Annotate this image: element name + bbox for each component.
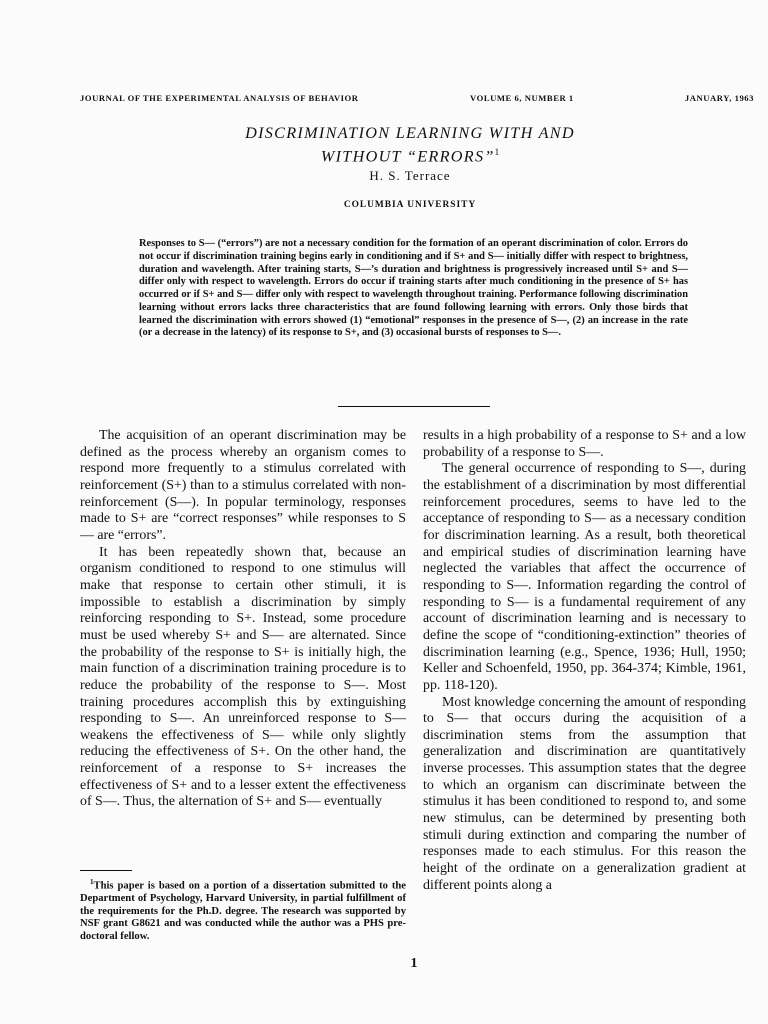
author-affiliation: COLUMBIA UNIVERSITY: [343, 200, 477, 210]
footnote: [80, 876, 406, 944]
body-paragraph: Most knowledge concerning the amount of responding to S— that occurs during the acquisition of a discrimination stems from the assumption that generalization and discrimination are quantitatively inverse processes. This assumption states that the degree to which an organism can discriminate between the stimulus it has been conditioned to respond to, and some new stimulus, can be determined by presenting both stimuli during extinction and comparing the number of responses made to each stimulus. For this reason the height of the ordinate on a generalization gradient at different points along a: [423, 694, 746, 893]
section-divider: [338, 406, 490, 407]
title-line-1: DISCRIMINATION LEARNING WITH AND: [245, 124, 575, 142]
body-paragraph: The acquisition of an operant discrimination may be defined as the process whereby an organism comes to respond more frequently to a stimulus correlated with reinforcement (S+) than to a stimulus correlated with nonreinforcement (S—). In popular terminology, responses made to S+ are “correct responses” while responses to S— are “errors”.: [80, 428, 406, 543]
body-paragraph: It has been repeatedly shown that, because an organism conditioned to respond to one stimulus will make that response to certain other stimuli, it is impossible to establish a discrimination by simply reinforcing responding to S+. Instead, some procedure must be used whereby S+ and S— are alternated. Since the probability of the response to S+ is initially high, the main function of a discrimination training procedure is to reduce the probability of the response to S—. Most training procedures accomplish this by extinguishing responding to S—. An unreinforced response to S— weakens the effectiveness of S— while only slightly reducing the effectiveness of S+. On the other hand, the reinforcement of a response to S+ increases the effectiveness of S+ and to a lesser extent the effectiveness of S—. Thus, the alternation of S+ and S— eventually: [80, 544, 406, 810]
author-name: H. S. Terrace: [369, 168, 451, 183]
title-line-2: WITHOUT “ERRORS”: [320, 147, 495, 166]
article-title: [150, 124, 670, 166]
body-column-right: [423, 428, 746, 894]
body-paragraph: The general occurrence of responding to S—, during the establishment of a discrimination by most differential reinforcement procedures, seems to have led to the acceptance of responding to S— as a necessary condition for discrimination learning. As a result, both theoretical and empirical studies of discrimination learning have neglected the variables that affect the occurrence of responding to S—. Information regarding the control of responding to S— is a fundamental requirement of any account of discrimination learning and is necessary to define the scope of “conditioning-extinction” theories of discrimination learning (e.g., Spence, 1936; Hull, 1950; Keller and Schoenfeld, 1950, pp. 364-374; Kimble, 1961, pp. 118-120).: [423, 461, 746, 693]
footnote-rule: [80, 870, 132, 871]
body-paragraph: results in a high probability of a response to S+ and a low probability of a response to S—.: [423, 428, 746, 460]
volume-number: VOLUME 6, NUMBER 1: [470, 93, 574, 103]
running-head: [80, 93, 754, 107]
title-footnote-mark: 1: [494, 147, 500, 157]
page-number: 1: [410, 956, 418, 971]
issue-date: JANUARY, 1963: [684, 93, 754, 103]
body-column-left: [80, 428, 406, 811]
footnote-text: This paper is based on a portion of a dissertation submitted to the Department of Psychology, Harvard University, in partial fulfillment of the requirements for the Ph.D. degree. The research was supported by NSF grant G8621 and was conducted while the author was a PHS pre-doctoral fellow.: [80, 880, 406, 942]
abstract-text: Responses to S— (“errors”) are not a necessary condition for the formation of an operant discrimination of color. Errors do not occur if discrimination training begins early in conditioning and if S+ and S— initially differ with respect to brightness, duration and wavelength. After training starts, S—’s duration and brightness is progressively increased until S+ and S— differ only with respect to wavelength. Errors do occur if training starts after much conditioning in the presence of S+ has occurred or if S+ and S— differ only with respect to wavelength throughout training. Performance following discrimination learning without errors lacks three characteristics that are found following learning with errors. Only those birds that learned the discrimination with errors showed (1) “emotional” responses in the presence of S—, (2) an increase in the rate (or a decrease in the latency) of its response to S+, and (3) occasional bursts of responses to S—.: [139, 238, 688, 339]
footnote-mark: 1: [90, 878, 94, 886]
abstract: [139, 238, 688, 340]
journal-name: JOURNAL OF THE EXPERIMENTAL ANALYSIS OF BEHAVIOR: [80, 93, 359, 103]
